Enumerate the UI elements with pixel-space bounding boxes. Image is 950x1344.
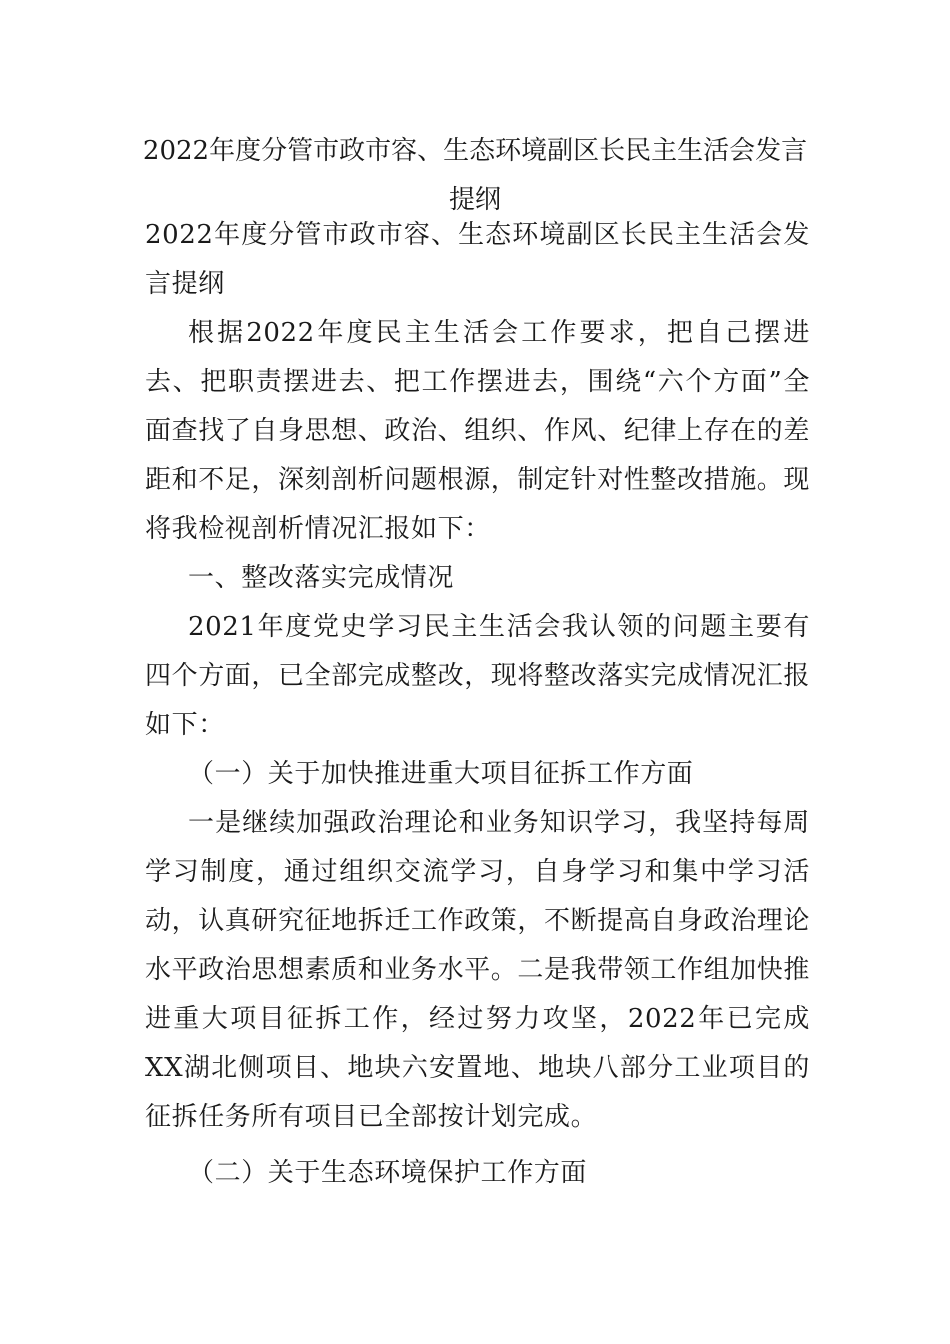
subsection-heading-2: （二）关于生态环境保护工作方面 — [188, 1158, 588, 1188]
body-paragraph: 一是继续加强政治理论和业务知识学习，我坚持每周学习制度，通过组织交流学习，自身学习和集中学习活动，认真研究征地拆迁工作政策，不断提高自身政治理论水平政治思想素质和业务水平。二是我带领工作组加快推进重大项目征拆工作，经过努力攻坚，2022年已完成XX湖北侧项目、地块六安置地、地块八部分工业项目的征拆任务所有项目已全部按计划完成。 — [145, 808, 811, 1132]
document-subtitle: 2022年度分管市政市容、生态环境副区长民主生活会发言提纲 — [145, 220, 810, 299]
document-title-line1: 2022年度分管市政市容、生态环境副区长民主生活会发言 — [142, 136, 808, 166]
section-heading-1: 一、整改落实完成情况 — [188, 563, 455, 593]
document-body — [145, 211, 810, 1198]
body-paragraph: 2021年度党史学习民主生活会我认领的问题主要有四个方面，已全部完成整改，现将整改落实完成情况汇报如下： — [145, 612, 811, 740]
subsection-heading-1: （一）关于加快推进重大项目征拆工作方面 — [188, 759, 694, 789]
intro-paragraph: 根据2022年度民主生活会工作要求，把自己摆进去、把职责摆进去、把工作摆进去，围绕“六个方面”全面查找了自身思想、政治、组织、作风、纪律上存在的差距和不足，深刻剖析问题根源，制定针对性整改措施。现将我检视剖析情况汇报如下： — [145, 318, 811, 544]
document-title-line2: 提纲 — [448, 185, 501, 215]
